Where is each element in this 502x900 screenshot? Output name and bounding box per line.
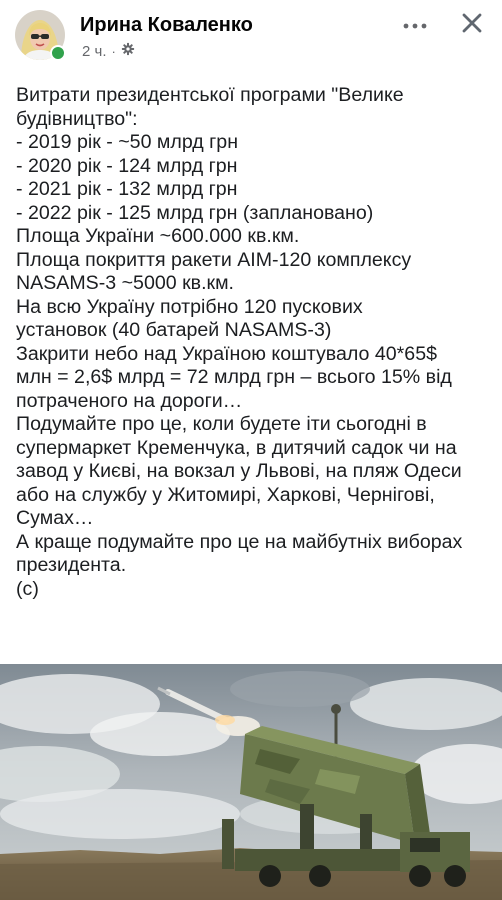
gear-icon[interactable] (121, 42, 135, 60)
post-line: Площа України ~600.000 кв.км. (16, 225, 300, 247)
online-status-dot (50, 45, 66, 61)
post-line: (с) (16, 577, 39, 600)
author-name[interactable]: Ирина Коваленко (80, 14, 253, 36)
post-line: А краще подумайте про це на майбутніх виборах (16, 530, 463, 553)
post-line: На всю Україну потрібно 120 пускових (16, 295, 363, 318)
post-line: установок (40 батарей NASAMS-3) (16, 319, 332, 341)
post-header (0, 0, 502, 75)
post-line: або на службу у Житомирі, Харкові, Чернігові, (16, 483, 435, 506)
post-time[interactable]: 2 ч. (82, 42, 107, 60)
post-line: завод у Києві, на вокзал у Львові, на пляж Одеси (16, 460, 462, 482)
close-icon (461, 12, 483, 39)
post-meta (82, 42, 135, 60)
post-line: Закрити небо над Україною коштувало 40*65$ (16, 342, 437, 365)
meta-separator: · (111, 43, 116, 59)
post-line: президента. (16, 554, 127, 576)
more-dots-icon (403, 16, 427, 34)
post-line: - 2021 рік - 132 млрд грн (16, 178, 238, 200)
post-line: потраченого на дороги… (16, 389, 243, 412)
post-body (16, 84, 498, 601)
post-photo[interactable] (0, 664, 502, 900)
post-line: Сумах… (16, 507, 94, 529)
post-line: Витрати президентської програми "Велике (16, 84, 404, 106)
post-line: - 2019 рік - ~50 млрд грн (16, 131, 239, 153)
post-line: супермаркет Кременчука, в дитячий садок чи на (16, 436, 457, 459)
post-line: Подумайте про це, коли будете іти сьогодні в (16, 413, 427, 435)
post-line: млн = 2,6$ млрд = 72 млрд грн – всього 15% від (16, 366, 452, 388)
post-line: - 2022 рік - 125 млрд грн (заплановано) (16, 201, 374, 224)
author-avatar-container[interactable] (15, 10, 69, 64)
more-options-button[interactable] (398, 14, 432, 36)
post-line: NASAMS-3 ~5000 кв.км. (16, 272, 234, 294)
post-line: будівництво": (16, 107, 138, 130)
post-line: Площа покриття ракети AIM-120 комплексу (16, 248, 412, 271)
post-line: - 2020 рік - 124 млрд грн (16, 154, 238, 177)
close-button[interactable] (455, 8, 489, 42)
